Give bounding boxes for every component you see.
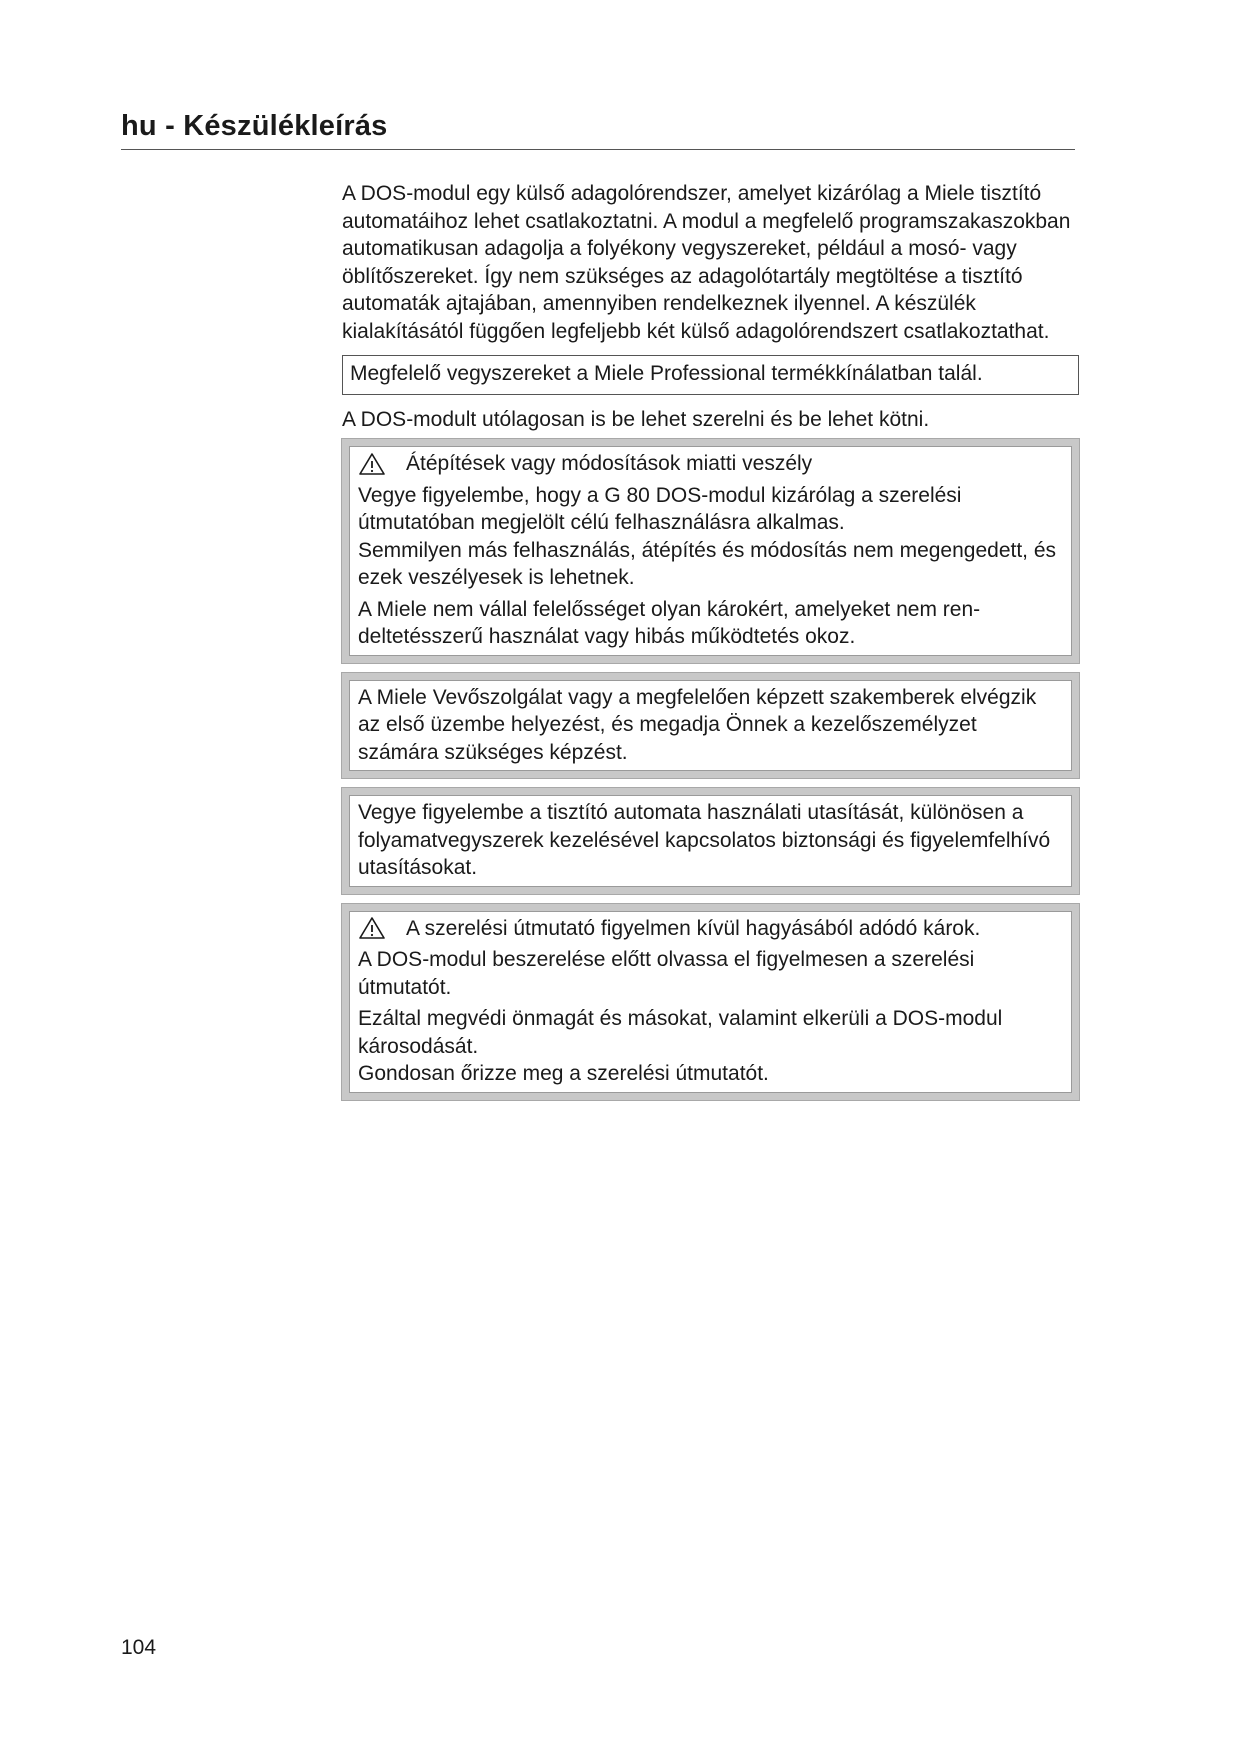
warning-text: A DOS-modul beszerelése előtt olvassa el figyelmesen a szerelési útmutatót. [358,948,975,999]
notice-box-commissioning [342,673,1079,779]
notice-box-operating-instructions [342,788,1079,894]
notice-text: Vegye figyelembe a tisztító automata használati utasítását, különösen a folyamatvegyszerek kezelésével kapcsolatos biztonsági és figyelemfelhívó utasításokat. [358,801,1051,879]
retrofit-paragraph: A DOS-modult utólagosan is be lehet szerelni és be lehet kötni. [342,407,930,431]
hint-box: Megfelelő vegyszereket a Miele Professional termékkínálatban talál. [342,355,1079,395]
warning-text: Vegye figyelembe, hogy a G 80 DOS-modul kizárólag a szerelési útmutatóban megjelölt célú felhasználásra alkalmas. Semmilyen más felhasználás, átépítés és módosítás nem megengedett, és ezek veszélyesek is lehetnek. [358,483,1057,589]
intro-paragraph: A DOS-modul egy külső adagolórendszer, amelyet kizárólag a Miele tisztító automatáihoz lehet csatlakoztatni. A modul a megfelelő programszakaszokban automatikusan adagolja a folyékony vegyszereket, például a mosó- vagy öblítőszereket. Így nem szükséges az adagolótartály megtöltése a tisztító automaták ajtajában, amennyiben rendelkeznek ilyennel. A készülék kialakításától függően legfeljebb két külső adagolórendszert csatlakoztathat. [342,182,1071,343]
notice-text: A Miele Vevőszolgálat vagy a megfelelően képzett szakemberek elvégzik az első üzembe helyezést, és megadja Önnek a kezelőszemélyzet számára szükséges képzést. [358,685,1037,764]
page-title: hu - Készülékleírás [121,110,388,142]
warning-triangle-icon [358,916,386,940]
warning-title: A szerelési útmutató figyelmen kívül hagyásából adódó károk. [406,916,981,940]
warning-box-modifications [342,439,1079,663]
warning-title-row [358,450,1063,478]
main-content [342,180,1079,1110]
warning-text: Ezáltal megvédi önmagát és másokat, valamint elkerüli a DOS-modul károsodását. Gondosan őrizze meg a szerelési útmutatót. [358,1007,1003,1085]
warning-text: A Miele nem vállal felelősséget olyan károkért, amelyeket nem rendeltetésszerű használat vagy hibás működtetés okoz. [358,597,981,648]
warning-title-row [358,915,1063,943]
page-number: 104 [121,1636,157,1659]
page-header [121,110,1075,150]
warning-title: Átépítések vagy módosítások miatti veszély [406,452,813,475]
warning-triangle-icon [358,452,386,476]
warning-box-installation [342,904,1079,1100]
